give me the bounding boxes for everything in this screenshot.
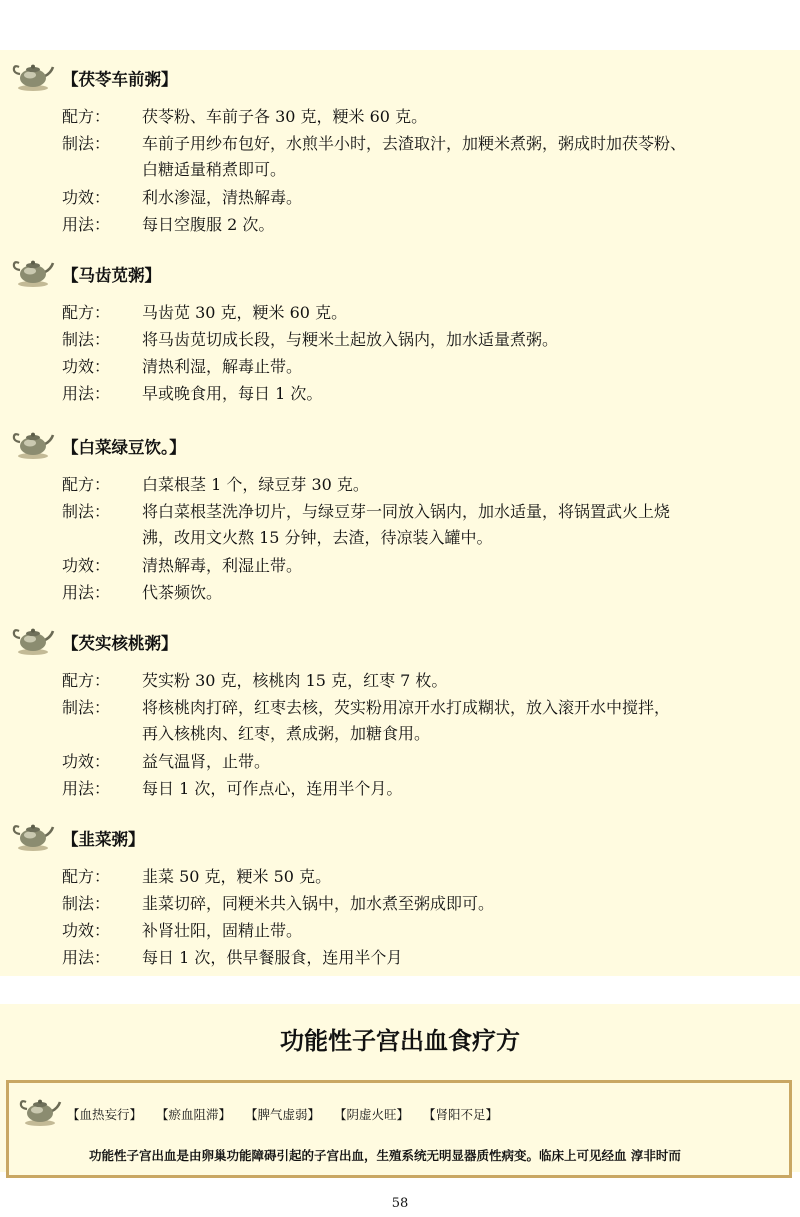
recipe-row [62,300,792,326]
recipe-row [62,104,792,130]
row-value-line: 清热利湿，解毒止带。 [142,357,303,376]
teapot-icon [10,258,56,288]
row-value-line: 每日 1 次，可作点心，连用半个月。 [142,779,403,798]
row-value-line: 茯苓粉、车前子各 30 克，粳米 60 克。 [142,107,428,126]
recipe-row [62,695,792,747]
row-label: 制法： [62,502,111,521]
recipe-row [62,918,792,944]
row-value-line: 车前子用纱布包好，水煎半小时，去渣取汁，加粳米煮粥，粥成时加茯苓粉、 [142,134,687,153]
row-label: 用法： [62,583,111,602]
row-label: 制法： [62,698,111,717]
row-value-line: 每日空腹服 2 次。 [142,215,275,234]
row-value-line: 代茶频饮。 [142,583,223,602]
row-value-line: 韭菜切碎，同粳米共入锅中，加水煮至粥成即可。 [142,894,495,913]
row-label: 配方： [62,107,111,126]
row-label: 配方： [62,671,111,690]
row-label: 功效： [62,752,111,771]
teapot-icon [10,62,56,92]
row-label: 配方： [62,475,111,494]
row-label: 功效： [62,357,111,376]
recipe-title: 【白菜绿豆饮。】 [62,438,186,457]
row-value [142,864,792,890]
row-value-line: 将马齿苋切成长段，与粳米土起放入锅内，加水适量煮粥。 [142,330,559,349]
row-value [142,553,792,579]
row-value [142,212,792,238]
recipe-row [62,945,792,971]
section-box [6,1080,792,1178]
recipe-heading [0,626,400,656]
row-label: 用法： [62,215,111,234]
row-label: 用法： [62,948,111,967]
category-tag: 【血热妄行】 [67,1107,143,1122]
category-tags [67,1105,508,1123]
row-value-line: 白糖适量稍煮即可。 [142,160,287,179]
recipe-row [62,553,792,579]
category-tag: 【瘀血阻滞】 [156,1107,232,1122]
teapot-icon [10,430,56,460]
row-label: 配方： [62,303,111,322]
category-tag: 【阴虚火旺】 [334,1107,410,1122]
row-label: 制法： [62,894,111,913]
row-value [142,918,792,944]
recipe-title: 【马齿苋粥】 [62,266,161,285]
row-value-line: 每日 1 次，供早餐服食，连用半个月 [142,948,403,967]
row-label: 功效： [62,556,111,575]
page-number: 58 [391,1196,409,1211]
row-value-line: 将白菜根茎洗净切片，与绿豆芽一同放入锅内，加水适量，将锅置武火上烧 [142,502,671,521]
row-label: 配方： [62,867,111,886]
row-label: 用法： [62,779,111,798]
teapot-icon [10,822,56,852]
recipe-row [62,580,792,606]
row-value [142,945,792,971]
teapot-icon [17,1097,63,1127]
category-tag: 【脾气虚弱】 [245,1107,321,1122]
row-value-line: 白菜根茎 1 个，绿豆芽 30 克。 [142,475,369,494]
row-value [142,668,792,694]
row-value [142,381,792,407]
row-value-line: 清热解毒，利湿止带。 [142,556,303,575]
recipe-heading [0,822,400,852]
section-intro: 功能性子宫出血是由卵巢功能障碍引起的子宫出血，生殖系统无明显器质性病变。临床上可见经血 淳非时而 [89,1148,681,1163]
row-value-line: 益气温肾，止带。 [142,752,271,771]
row-value [142,327,792,353]
row-label: 功效： [62,921,111,940]
row-value-line: 利水渗湿，清热解毒。 [142,188,303,207]
row-value [142,104,792,130]
row-value [142,695,792,747]
row-value-line: 再入核桃肉、红枣，煮成粥，加糖食用。 [142,724,431,743]
recipe-title: 【茯苓车前粥】 [62,70,178,89]
row-value [142,580,792,606]
recipe-row [62,212,792,238]
row-value-line: 将核桃肉打碎，红枣去核，芡实粉用凉开水打成糊状，放入滚开水中搅拌， [142,698,671,717]
row-value-line: 补肾壮阳，固精止带。 [142,921,303,940]
recipe-row [62,499,792,551]
row-value-line: 芡实粉 30 克，核桃肉 15 克，红枣 7 枚。 [142,671,448,690]
recipe-heading [0,62,400,92]
row-value [142,749,792,775]
recipe-panel [0,50,800,976]
row-value-line: 沸，改用文火熬 15 分钟，去渣，待凉装入罐中。 [142,528,493,547]
section-panel [0,1004,800,1172]
section-title: 功能性子宫出血食疗方 [280,1027,520,1055]
teapot-icon [10,626,56,656]
recipe-row [62,185,792,211]
row-value [142,185,792,211]
recipe-row [62,354,792,380]
category-tag: 【肾阳不足】 [423,1107,499,1122]
recipe-title: 【韭菜粥】 [62,830,145,849]
recipe-heading [0,258,400,288]
row-value [142,776,792,802]
row-value [142,300,792,326]
recipe-row [62,749,792,775]
recipe-row [62,668,792,694]
row-label: 功效： [62,188,111,207]
recipe-row [62,327,792,353]
row-value [142,131,792,183]
recipe-heading [0,430,400,460]
row-value [142,354,792,380]
row-value-line: 早或晚食用，每日 1 次。 [142,384,323,403]
recipe-row [62,472,792,498]
row-value-line: 马齿苋 30 克，粳米 60 克。 [142,303,348,322]
row-value [142,499,792,551]
row-label: 用法： [62,384,111,403]
recipe-title: 【芡实核桃粥】 [62,634,178,653]
row-value-line: 韭菜 50 克，粳米 50 克。 [142,867,332,886]
row-label: 制法： [62,134,111,153]
row-label: 制法： [62,330,111,349]
recipe-row [62,381,792,407]
row-value [142,472,792,498]
row-value [142,891,792,917]
recipe-row [62,776,792,802]
recipe-row [62,131,792,183]
recipe-row [62,891,792,917]
recipe-row [62,864,792,890]
